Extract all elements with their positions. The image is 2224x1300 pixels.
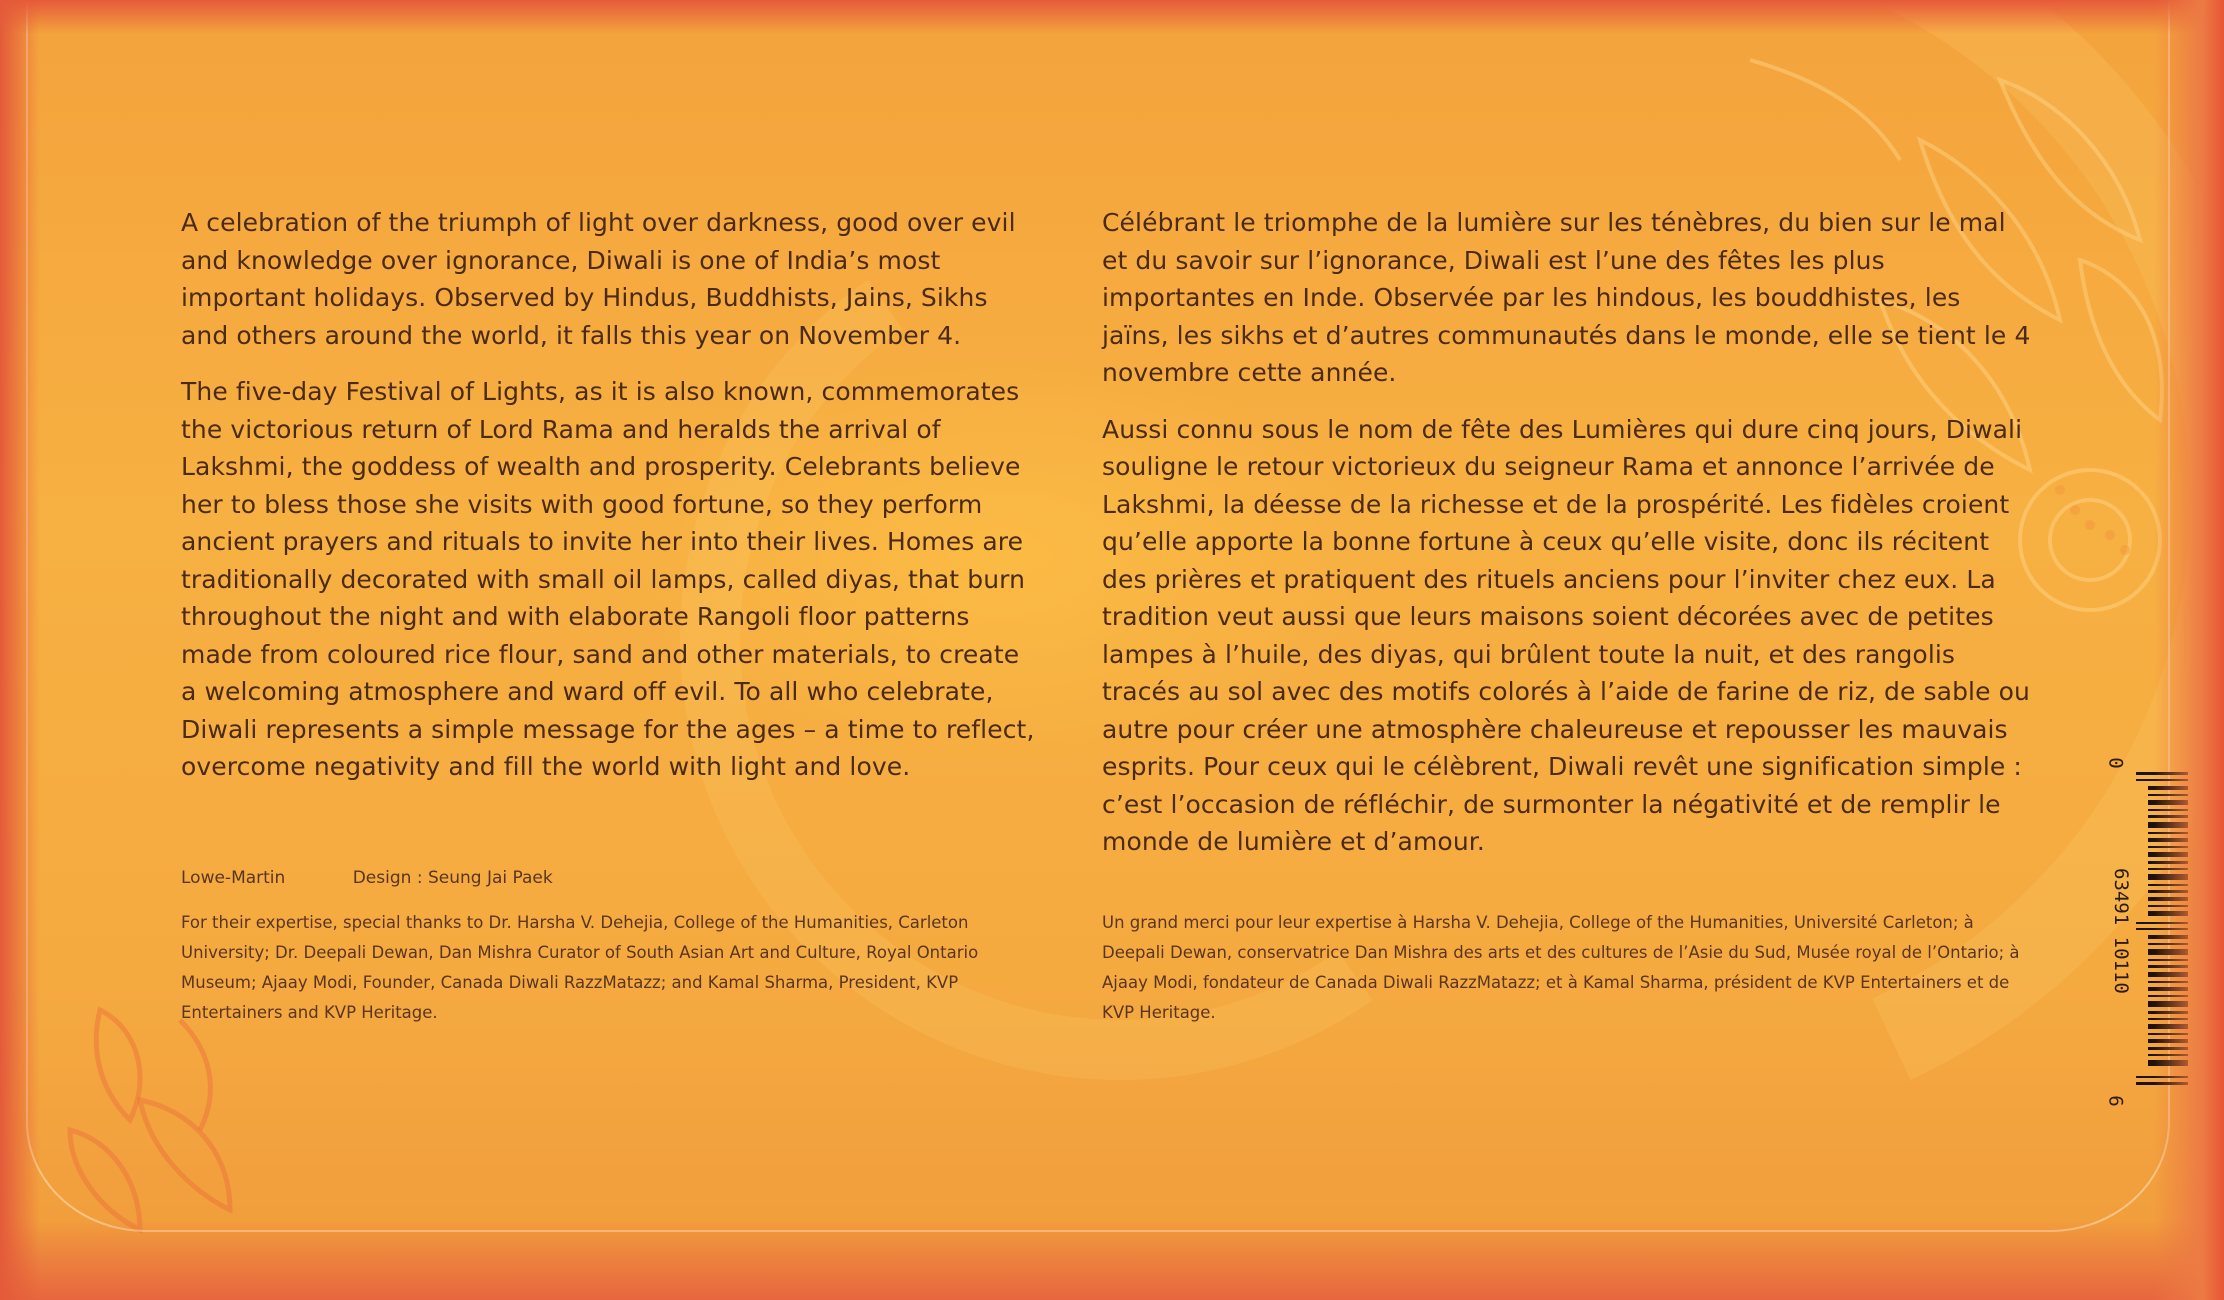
english-paragraph: The five-day Festival of Lights, as it is also known, commemorates the victorious return of Lord Rama and heralds the arrival of Lakshmi, the goddess of wealth and prosperity. Celebrants believe her to bless those she visits with good fortune, so they perform ancient prayers and rituals to invite her into their lives. Homes are traditionally decorated with small oil lamps, called diyas, that burn throughout the night and with elaborate Rangoli floor patterns made from coloured rice flour, sand and other materials, to create a welcoming atmosphere and ward off evil. To all who celebrate, Diwali represents a simple message for the ages – a time to reflect, overcome negativity and fill the world with light and love. (181, 377, 1035, 781)
flower-ornament-icon (30, 990, 270, 1250)
barcode-lead-digit: 0 (2104, 757, 2127, 769)
french-paragraph: Aussi connu sous le nom de fête des Lumières qui dure cinq jours, Diwali souligne le retour victorieux du seigneur Rama et annonce l’arrivée de Lakshmi, la déesse de la richesse et de la prospérité. Les fidèles croient qu’elle apporte la bonne fortune à ceux qu’elle visite, donc ils récitent des prières et pratiquent des rituels anciens pour l’inviter chez eux. La tradition veut aussi que leurs maisons soient décorées avec de petites lampes à l’huile, des diyas, qui brûlent toute la nuit, et des rangolis tracés au sol avec des motifs colorés à l’aide de farine de riz, de sable ou autre pour créer une atmosphère chaleureuse et repousser les mauvais esprits. Pour ceux qui le célèbrent, Diwali revêt une signification simple : c’est l’occasion de réfléchir, de surmonter la négativité et de remplir le monde de lumière et d’amour. (1102, 414, 2030, 856)
english-text-column (181, 204, 1041, 805)
credits-line (181, 868, 553, 888)
design-credit: Design : Seung Jai Paek (352, 868, 553, 888)
printer-credit: Lowe-Martin (181, 868, 286, 888)
barcode-check-digit: 6 (2104, 1095, 2127, 1107)
english-paragraph: A celebration of the triumph of light over darkness, good over evil and knowledge over ignorance, Diwali is one of India’s most important holidays. Observed by Hindus, Buddhists, Jains, Sikhs and others around the world, it falls this year on November 4. (181, 208, 1016, 350)
envelope-border (0, 0, 2224, 34)
barcode-number: 63491 10110 (2110, 868, 2132, 994)
french-text-column (1102, 204, 2032, 880)
envelope-border (2154, 0, 2224, 1300)
french-paragraph: Célébrant le triomphe de la lumière sur les ténèbres, du bien sur le mal et du savoir sur l’ignorance, Diwali est l’une des fêtes les plus importantes en Inde. Observée par les hindous, les bouddhistes, les jaïns, les sikhs et d’autres communautés dans le monde, elle se tient le 4 novembre cette année. (1102, 208, 2031, 387)
envelope-border (0, 0, 40, 1300)
envelope-border (0, 1220, 2224, 1300)
english-acknowledgements: For their expertise, special thanks to Dr. Harsha V. Dehejia, College of the Humanities, Carleton University; Dr. Deepali Dewan, Dan Mishra Curator of South Asian Art and Culture, Royal Ontario Museum; Ajaay Modi, Founder, Canada Diwali RazzMatazz; and Kamal Sharma, President, KVP Entertainers and KVP Heritage. (181, 913, 979, 1022)
french-acknowledgements: Un grand merci pour leur expertise à Harsha V. Dehejia, College of the Humanities, Université Carleton; à Deepali Dewan, conservatrice Dan Mishra des arts et des cultures de l’Asie du Sud, Musée royal de l’Ontario; à Ajaay Modi, fondateur de Canada Diwali RazzMatazz; et à Kamal Sharma, président de KVP Entertainers et de KVP Heritage. (1102, 913, 2020, 1022)
